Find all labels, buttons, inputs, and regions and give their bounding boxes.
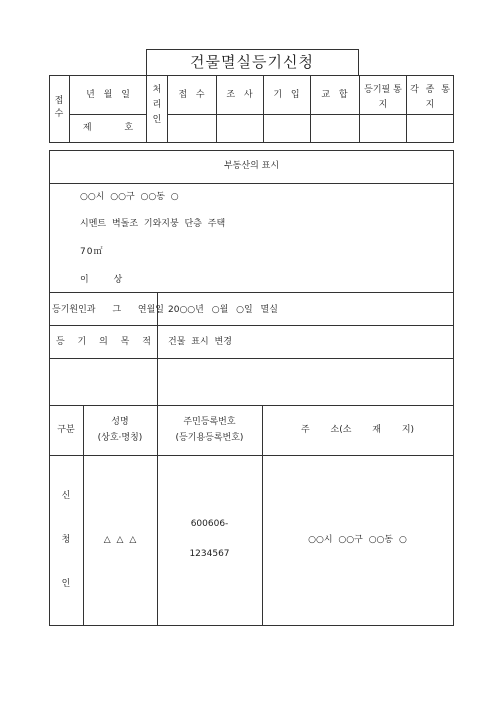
col-entry: 기 입 (273, 90, 300, 100)
cause-label: 등기원인과 그 연월일 (52, 305, 164, 315)
col-inspect: 조 사 (226, 90, 253, 100)
property-structure: 시멘트 벽돌조 기와지붕 단층 주택 (80, 219, 226, 229)
property-area: 70㎡ (80, 247, 104, 257)
purpose-label: 등 기 의 목 적 (56, 337, 151, 347)
applicant-name: △ △ △ (103, 535, 137, 545)
applicant-rrn-1: 600606- (190, 519, 229, 529)
property-heading: 부동산의 표시 (223, 161, 280, 171)
header-address: 주 소(소 재 지) (300, 425, 415, 435)
header-rrn: 주민등록번호 (183, 417, 236, 427)
property-address: ○○시 ○○구 ○○동 ○ (80, 192, 179, 202)
reception-label: 접 수 (54, 96, 64, 119)
purpose-value: 건물 표시 변경 (168, 337, 232, 347)
form-title: 건물멸실등기신청 (190, 53, 314, 71)
header-category: 구분 (57, 425, 75, 435)
number-label: 제 호 (82, 123, 134, 133)
header-name: 성명 (111, 417, 129, 427)
date-label: 년 월 일 (86, 90, 130, 100)
processing-label: 처 리 인 (152, 85, 162, 125)
role-char-3: 인 (61, 579, 71, 589)
col-collate: 교 합 (321, 90, 348, 100)
col-receipt: 접 수 (178, 90, 205, 100)
col-various-notice: 각 종 통 지 (410, 85, 450, 110)
role-char-1: 신 (61, 491, 71, 501)
applicant-rrn-2: 1234567 (189, 549, 230, 559)
header-rrn-sub: (등기용등록번호) (175, 433, 244, 443)
cause-value: 20○○년 ○월 ○일 멸실 (168, 305, 278, 315)
header-name-sub: (상호·명칭) (97, 433, 143, 443)
role-char-2: 청 (61, 535, 71, 545)
applicant-address: ○○시 ○○구 ○○동 ○ (308, 535, 407, 545)
property-end: 이 상 (80, 275, 123, 285)
col-registered-notice: 등기필 통 지 (364, 85, 402, 110)
